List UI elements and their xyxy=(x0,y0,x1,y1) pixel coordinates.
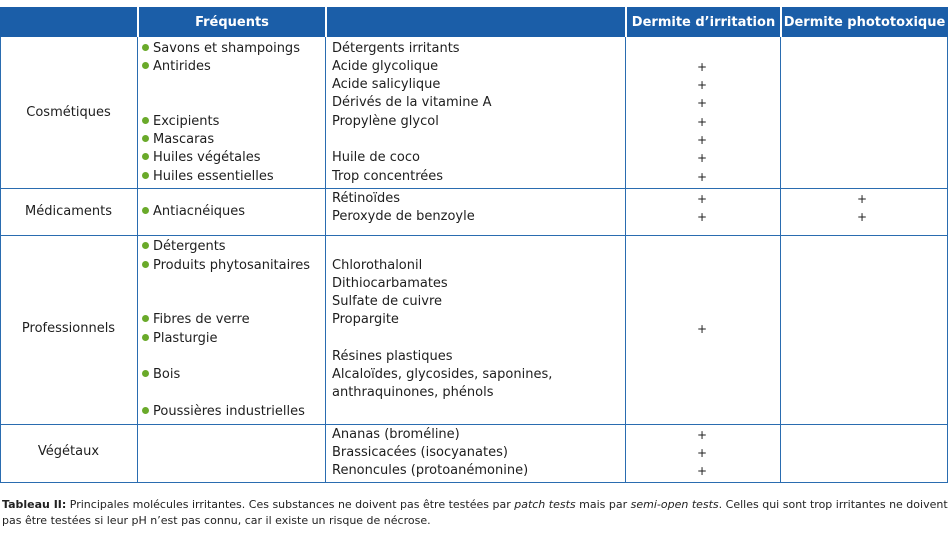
header-substances-blank xyxy=(326,7,626,37)
caption-italic: semi-open tests xyxy=(630,498,719,511)
substance-item: Renoncules (protoanémonine) xyxy=(332,463,529,478)
list-item: Produits phytosanitaires xyxy=(142,257,310,275)
substance-item: Dérivés de la vitamine A xyxy=(332,95,492,110)
caption-label: Tableau II: xyxy=(2,498,67,511)
caption-text: Principales molécules irritantes. Ces substances ne doivent pas être testées par xyxy=(66,498,515,511)
irritation-mark: + xyxy=(696,446,708,460)
list-item: Poussières industrielles xyxy=(142,403,305,421)
bullet-icon xyxy=(142,207,149,214)
bullet-icon xyxy=(142,261,149,268)
substance-item: Alcaloïdes, glycosides, saponines, xyxy=(332,367,553,382)
list-item: Antirides xyxy=(142,58,211,76)
header-divider xyxy=(780,7,782,37)
col-divider xyxy=(947,37,948,483)
bullet-icon xyxy=(142,407,149,414)
irritation-mark: + xyxy=(696,464,708,478)
col-divider xyxy=(137,37,138,483)
list-item: Huiles essentielles xyxy=(142,168,274,186)
list-item: Fibres de verre xyxy=(142,311,250,329)
phototoxique-mark: + xyxy=(856,210,868,224)
substance-item: Propylène glycol xyxy=(332,114,439,129)
irritation-mark: + xyxy=(696,78,708,92)
irritation-mark: + xyxy=(696,151,708,165)
bullet-icon xyxy=(142,172,149,179)
substance-item: anthraquinones, phénols xyxy=(332,385,494,400)
irritation-mark: + xyxy=(696,210,708,224)
table-caption xyxy=(2,497,948,529)
substance-item: Brassicacées (isocyanates) xyxy=(332,445,508,460)
list-item: Excipients xyxy=(142,113,219,131)
list-item: Détergents xyxy=(142,238,226,256)
list-item: Antiacnéiques xyxy=(142,203,245,221)
substance-item: Ananas (broméline) xyxy=(332,427,460,442)
bullet-icon xyxy=(142,334,149,341)
irritation-mark: + xyxy=(696,60,708,74)
caption-italic: patch tests xyxy=(514,498,576,511)
caption-text: mais par xyxy=(575,498,631,511)
row-divider xyxy=(0,188,948,189)
irritation-mark: + xyxy=(696,322,708,336)
bullet-icon xyxy=(142,242,149,249)
col-divider xyxy=(325,37,326,483)
caption-text: . Celles qui sont trop irritantes ne doivent pas être testées si leur pH n’est pas connu, car il existe un risque de nécrose. xyxy=(2,498,948,527)
bullet-icon xyxy=(142,117,149,124)
substance-item: Acide salicylique xyxy=(332,77,441,92)
col-divider xyxy=(780,37,781,483)
header-dermite-irritation: Dermite d’irritation xyxy=(626,7,781,37)
substance-item: Peroxyde de benzoyle xyxy=(332,209,475,224)
row-category-cosmetiques: Cosmétiques xyxy=(26,105,111,120)
substance-item: Dithiocarbamates xyxy=(332,276,448,291)
substance-item: Chlorothalonil xyxy=(332,258,423,273)
irritation-mark: + xyxy=(696,96,708,110)
bullet-icon xyxy=(142,135,149,142)
row-divider xyxy=(0,235,948,236)
col-divider xyxy=(625,37,626,483)
list-item: Mascaras xyxy=(142,131,214,149)
list-item: Plasturgie xyxy=(142,330,218,348)
row-category-professionnels: Professionnels xyxy=(21,321,116,336)
row-category-vegetaux: Végétaux xyxy=(37,444,100,459)
substance-item: Détergents irritants xyxy=(332,41,460,56)
header-dermite-phototoxique: Dermite phototoxique xyxy=(781,7,948,37)
list-item: Bois xyxy=(142,366,180,384)
bullet-icon xyxy=(142,44,149,51)
irritation-mark: + xyxy=(696,170,708,184)
irritation-mark: + xyxy=(696,192,708,206)
bullet-icon xyxy=(142,153,149,160)
substance-item: Rétinoïdes xyxy=(332,191,400,206)
list-item: Savons et shampoings xyxy=(142,40,300,58)
header-divider xyxy=(325,7,327,37)
irritants-table xyxy=(0,7,948,483)
bullet-icon xyxy=(142,315,149,322)
substance-item: Résines plastiques xyxy=(332,349,453,364)
substance-item: Propargite xyxy=(332,312,399,327)
substance-item: Trop concentrées xyxy=(332,169,444,184)
bullet-icon xyxy=(142,370,149,377)
bullet-icon xyxy=(142,62,149,69)
header-frequents: Fréquents xyxy=(138,7,326,37)
header-divider xyxy=(137,7,139,37)
phototoxique-mark: + xyxy=(856,192,868,206)
irritation-mark: + xyxy=(696,428,708,442)
table-bottom-border xyxy=(0,482,948,483)
substance-item: Sulfate de cuivre xyxy=(332,294,443,309)
substance-item: Huile de coco xyxy=(332,150,420,165)
row-category-medicaments: Médicaments xyxy=(25,204,112,219)
header-blank-cell xyxy=(0,7,138,37)
list-item: Huiles végétales xyxy=(142,149,261,167)
row-divider xyxy=(0,424,948,425)
substance-item: Acide glycolique xyxy=(332,59,439,74)
header-divider xyxy=(625,7,627,37)
irritation-mark: + xyxy=(696,133,708,147)
irritation-mark: + xyxy=(696,115,708,129)
